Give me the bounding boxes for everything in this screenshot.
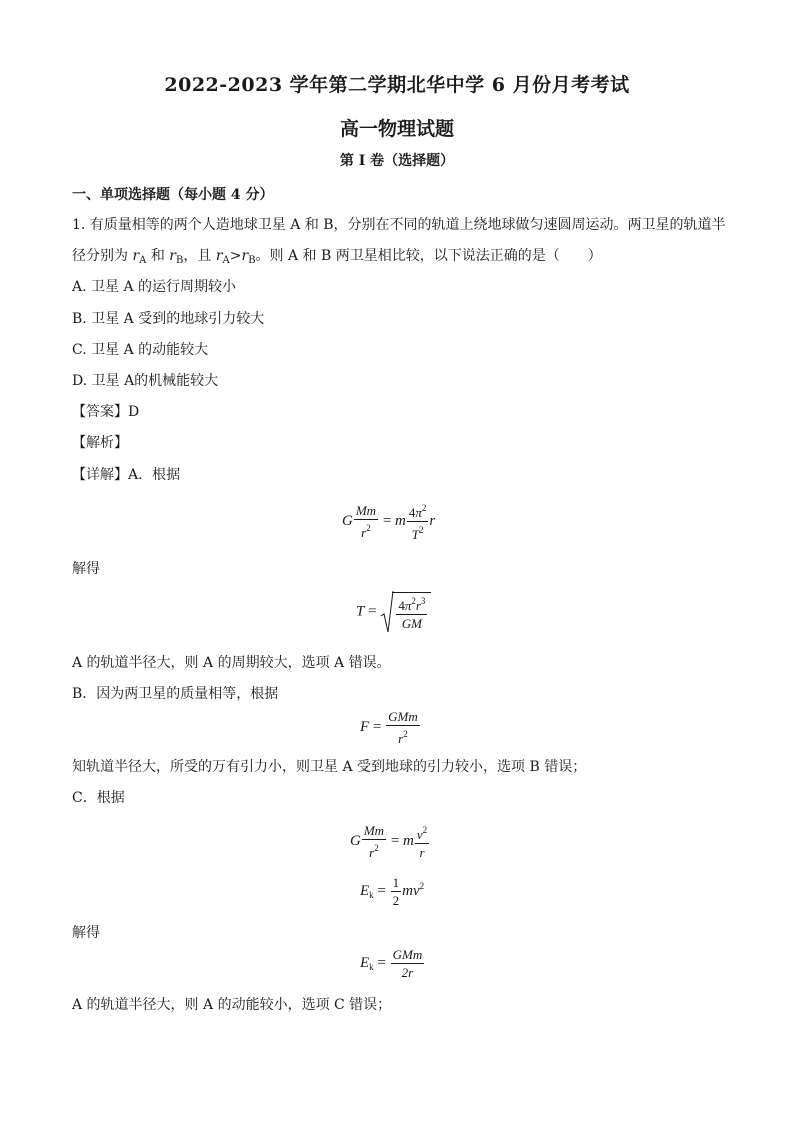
stem-text: 径分别为 <box>72 248 133 264</box>
exam-subtitle: 高一物理试题 <box>339 118 454 140</box>
solve-label-1: 解得 <box>72 561 100 577</box>
f-m: m <box>395 512 406 529</box>
formula-force <box>360 708 421 747</box>
f-r: r <box>369 845 375 860</box>
f-frac <box>391 874 402 909</box>
f-exp: 2 <box>422 825 428 835</box>
stem-and: 和 <box>146 248 170 264</box>
f-den <box>407 522 429 543</box>
f-frac <box>396 593 427 632</box>
f-den: 2r <box>401 965 414 980</box>
exam-title: 2022-2023 学年第二学期北华中学 6 月份月考考试 <box>164 74 630 96</box>
f-num: GMm <box>392 947 423 962</box>
formula-kinetic-result <box>360 946 425 981</box>
c-intro: C．根据 <box>72 790 125 806</box>
f-frac <box>354 502 378 541</box>
f-sub-k: k <box>369 889 374 900</box>
question-stem-line1: 1. 有质量相等的两个人造地球卫星 A 和 B，分别在不同的轨道上绕地球做匀速圆周运动。两卫星的轨道半 <box>72 217 726 233</box>
f-num: Mm <box>355 503 377 518</box>
gt-sign: > <box>229 248 242 264</box>
sqrt-sign <box>380 592 431 632</box>
f-num <box>396 593 427 615</box>
f-r: r <box>415 598 421 613</box>
f-r: r <box>398 731 404 746</box>
f-num: 1 <box>392 875 400 890</box>
sub-a: A <box>222 255 230 266</box>
f-frac <box>386 708 420 747</box>
f-r: r <box>361 525 367 540</box>
formula-gravity-period <box>342 500 435 543</box>
f-exp: 2 <box>421 503 427 513</box>
detail-intro: 【详解】A．根据 <box>72 467 181 483</box>
f-exp: 2 <box>411 596 416 606</box>
conclusion-a: A 的轨道半径大，则 A 的周期较大，选项 A 错误。 <box>72 655 391 671</box>
volume-heading: 第 I 卷（选择题） <box>339 153 455 169</box>
var-r: r <box>215 248 223 264</box>
stem-text: ，且 <box>183 248 216 264</box>
question-stem-line2 <box>72 245 602 266</box>
f-e: E <box>360 882 370 899</box>
formula-centripetal <box>350 822 430 861</box>
analysis-label: 【解析】 <box>72 435 128 451</box>
f-r: r <box>429 512 436 529</box>
stem-text: 。则 A 和 B 两卫星相比较，以下说法正确的是（ ） <box>255 248 602 264</box>
f-eq: = <box>369 718 386 735</box>
f-v: v <box>412 882 420 899</box>
f-v: v <box>416 827 423 842</box>
sqrt-inner <box>392 592 431 632</box>
radical-icon <box>380 590 394 634</box>
f-exp: 2 <box>419 880 425 891</box>
f-t: T <box>356 603 365 620</box>
f-exp: 2 <box>419 525 424 535</box>
f-exp: 2 <box>366 523 371 533</box>
f-g: G <box>350 832 361 849</box>
f-4: 4 <box>398 598 405 613</box>
f-frac <box>407 500 429 543</box>
f-eq: = <box>364 603 381 620</box>
var-r: r <box>241 248 249 264</box>
formula-period <box>356 592 431 632</box>
sub-b: B <box>176 255 184 266</box>
f-eq: = <box>373 954 390 971</box>
option-d: D. 卫星 A的机械能较大 <box>72 373 219 389</box>
f-exp: 2 <box>374 843 379 853</box>
formula-kinetic-energy <box>360 874 424 909</box>
f-pi: π <box>404 598 412 613</box>
option-b: B. 卫星 A 受到的地球引力较大 <box>72 311 265 327</box>
f-num <box>415 822 429 844</box>
f-f: F <box>360 718 370 735</box>
f-exp: 3 <box>420 596 426 606</box>
f-eq: = <box>373 882 390 899</box>
option-a: A. 卫星 A 的运行周期较小 <box>72 279 237 295</box>
f-den <box>354 520 378 541</box>
conclusion-c: A 的轨道半径大，则 A 的动能较小，选项 C 错误； <box>72 997 392 1013</box>
f-t: T <box>411 527 419 542</box>
f-den <box>386 726 420 747</box>
option-c: C. 卫星 A 的动能较大 <box>72 342 209 358</box>
f-e: E <box>360 954 370 971</box>
conclusion-b: 知轨道半径大，所受的万有引力小，则卫星 A 受到地球的引力较小，选项 B 错误； <box>72 759 587 775</box>
f-frac <box>391 946 425 981</box>
b-intro: B．因为两卫星的质量相等，根据 <box>72 686 279 702</box>
solve-label-2: 解得 <box>72 925 100 941</box>
f-den <box>362 840 386 861</box>
f-num: Mm <box>363 823 385 838</box>
f-num <box>407 500 429 522</box>
f-pi: π <box>415 505 422 520</box>
f-frac <box>362 822 386 861</box>
f-frac <box>415 822 429 861</box>
f-eq: = <box>379 512 396 529</box>
f-m: m <box>402 882 413 899</box>
var-r: r <box>169 248 176 264</box>
var-r: r <box>132 248 140 264</box>
f-exp: 2 <box>403 729 408 739</box>
sub-b: B <box>248 255 256 266</box>
f-g: G <box>342 512 353 529</box>
f-num: GMm <box>388 709 418 724</box>
f-den: GM <box>401 616 422 631</box>
f-4: 4 <box>408 505 416 520</box>
answer-label: 【答案】D <box>72 404 140 420</box>
f-eq: = <box>387 832 404 849</box>
sub-a: A <box>139 255 147 266</box>
section-heading: 一、单项选择题（每小题 4 分） <box>72 187 274 203</box>
f-m: m <box>403 832 414 849</box>
f-den: r <box>419 845 425 860</box>
f-sub-k: k <box>369 961 374 972</box>
f-den: 2 <box>392 893 400 908</box>
